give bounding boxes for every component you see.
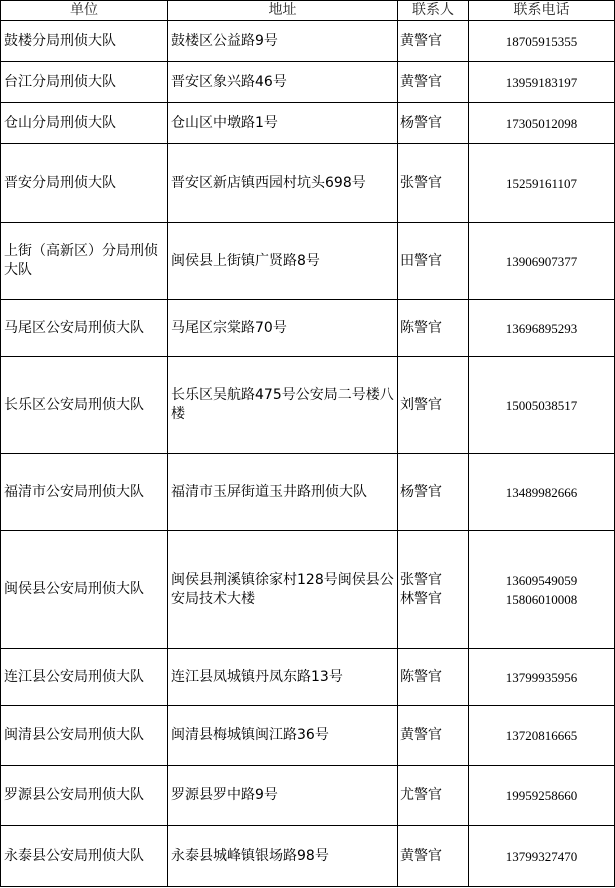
cell-unit: 福清市公安局刑侦大队 <box>1 454 168 531</box>
phone-number[interactable]: 13799935956 <box>505 669 578 685</box>
cell-unit: 上街（高新区）分局刑侦大队 <box>1 223 168 300</box>
phone-number[interactable]: 13696895293 <box>505 320 578 336</box>
cell-phone <box>469 357 615 454</box>
cell-unit: 马尾区公安局刑侦大队 <box>1 300 168 357</box>
phone-number[interactable]: 13799327470 <box>505 848 578 864</box>
cell-address: 鼓楼区公益路9号 <box>168 21 398 62</box>
table-body <box>1 21 615 887</box>
cell-address: 连江县凤城镇丹凤东路13号 <box>168 649 398 706</box>
contact-name: 黄警官 <box>400 847 442 864</box>
phone-number[interactable]: 15806010008 <box>505 591 578 607</box>
cell-phone <box>469 706 615 766</box>
cell-address: 闽清县梅城镇闽江路36号 <box>168 706 398 766</box>
cell-contact <box>398 21 469 62</box>
cell-contact <box>398 706 469 766</box>
cell-unit: 晋安分局刑侦大队 <box>1 144 168 223</box>
cell-contact <box>398 144 469 223</box>
table-row <box>1 826 615 887</box>
cell-contact <box>398 357 469 454</box>
cell-phone <box>469 144 615 223</box>
contact-name: 黄警官 <box>400 32 442 49</box>
cell-contact <box>398 826 469 887</box>
phone-number[interactable]: 13959183197 <box>505 74 578 90</box>
contact-name: 陈警官 <box>400 319 442 336</box>
table-row <box>1 21 615 62</box>
cell-address: 仓山区中墩路1号 <box>168 103 398 144</box>
contact-name: 尤警官 <box>400 787 442 803</box>
cell-unit: 台江分局刑侦大队 <box>1 62 168 103</box>
table-row <box>1 144 615 223</box>
contact-name: 张警官 <box>400 571 442 588</box>
cell-unit: 闽清县公安局刑侦大队 <box>1 706 168 766</box>
header-address: 地址 <box>168 1 398 21</box>
contact-name: 陈警官 <box>400 668 442 685</box>
phone-number[interactable]: 13906907377 <box>505 253 578 269</box>
table-row <box>1 649 615 706</box>
cell-phone <box>469 300 615 357</box>
cell-phone <box>469 223 615 300</box>
phone-number[interactable]: 13489982666 <box>505 484 578 500</box>
cell-unit: 仓山分局刑侦大队 <box>1 103 168 144</box>
cell-phone <box>469 103 615 144</box>
phone-number[interactable]: 13720816665 <box>505 728 578 743</box>
cell-contact <box>398 454 469 531</box>
cell-address: 福清市玉屏街道玉井路刑侦大队 <box>168 454 398 531</box>
cell-contact <box>398 223 469 300</box>
cell-address: 马尾区宗棠路70号 <box>168 300 398 357</box>
contact-name: 杨警官 <box>400 114 442 131</box>
contact-name: 田警官 <box>400 252 442 269</box>
phone-number[interactable]: 15259161107 <box>505 175 578 191</box>
cell-address: 长乐区吴航路475号公安局二号楼八楼 <box>168 357 398 454</box>
cell-address: 闽侯县荆溪镇徐家村128号闽侯县公安局技术大楼 <box>168 531 398 649</box>
cell-address: 闽侯县上街镇广贤路8号 <box>168 223 398 300</box>
phone-number[interactable]: 19959258660 <box>505 788 578 803</box>
cell-address: 晋安区象兴路46号 <box>168 62 398 103</box>
cell-phone <box>469 531 615 649</box>
cell-unit: 连江县公安局刑侦大队 <box>1 649 168 706</box>
cell-contact <box>398 766 469 826</box>
cell-contact <box>398 531 469 649</box>
header-row <box>1 1 615 21</box>
cell-unit: 永泰县公安局刑侦大队 <box>1 826 168 887</box>
contact-name: 张警官 <box>400 174 442 191</box>
table-row <box>1 766 615 826</box>
cell-phone <box>469 454 615 531</box>
cell-address: 罗源县罗中路9号 <box>168 766 398 826</box>
cell-unit: 罗源县公安局刑侦大队 <box>1 766 168 826</box>
cell-contact <box>398 649 469 706</box>
table-row <box>1 706 615 766</box>
phone-number[interactable]: 17305012098 <box>505 115 578 131</box>
contact-name: 黄警官 <box>400 727 442 743</box>
cell-phone <box>469 826 615 887</box>
phone-number[interactable]: 15005038517 <box>505 397 578 413</box>
table-row <box>1 62 615 103</box>
cell-unit: 鼓楼分局刑侦大队 <box>1 21 168 62</box>
cell-phone <box>469 62 615 103</box>
header-contact: 联系人 <box>398 1 469 21</box>
table-row <box>1 223 615 300</box>
contact-name: 刘警官 <box>400 396 442 413</box>
cell-phone <box>469 21 615 62</box>
table-row <box>1 531 615 649</box>
cell-phone <box>469 766 615 826</box>
phone-number[interactable]: 18705915355 <box>505 33 578 49</box>
cell-unit: 长乐区公安局刑侦大队 <box>1 357 168 454</box>
phone-number[interactable]: 13609549059 <box>505 572 578 588</box>
header-unit: 单位 <box>1 1 168 21</box>
cell-contact <box>398 103 469 144</box>
header-phone: 联系电话 <box>469 1 615 21</box>
table-row <box>1 103 615 144</box>
cell-address: 晋安区新店镇西园村坑头698号 <box>168 144 398 223</box>
cell-contact <box>398 300 469 357</box>
cell-phone <box>469 649 615 706</box>
contact-name: 黄警官 <box>400 73 442 90</box>
contact-name: 林警官 <box>400 590 442 607</box>
cell-unit: 闽侯县公安局刑侦大队 <box>1 531 168 649</box>
cell-contact <box>398 62 469 103</box>
contact-name: 杨警官 <box>400 483 442 500</box>
table-row <box>1 357 615 454</box>
table-row <box>1 300 615 357</box>
cell-address: 永泰县城峰镇银场路98号 <box>168 826 398 887</box>
table-row <box>1 454 615 531</box>
